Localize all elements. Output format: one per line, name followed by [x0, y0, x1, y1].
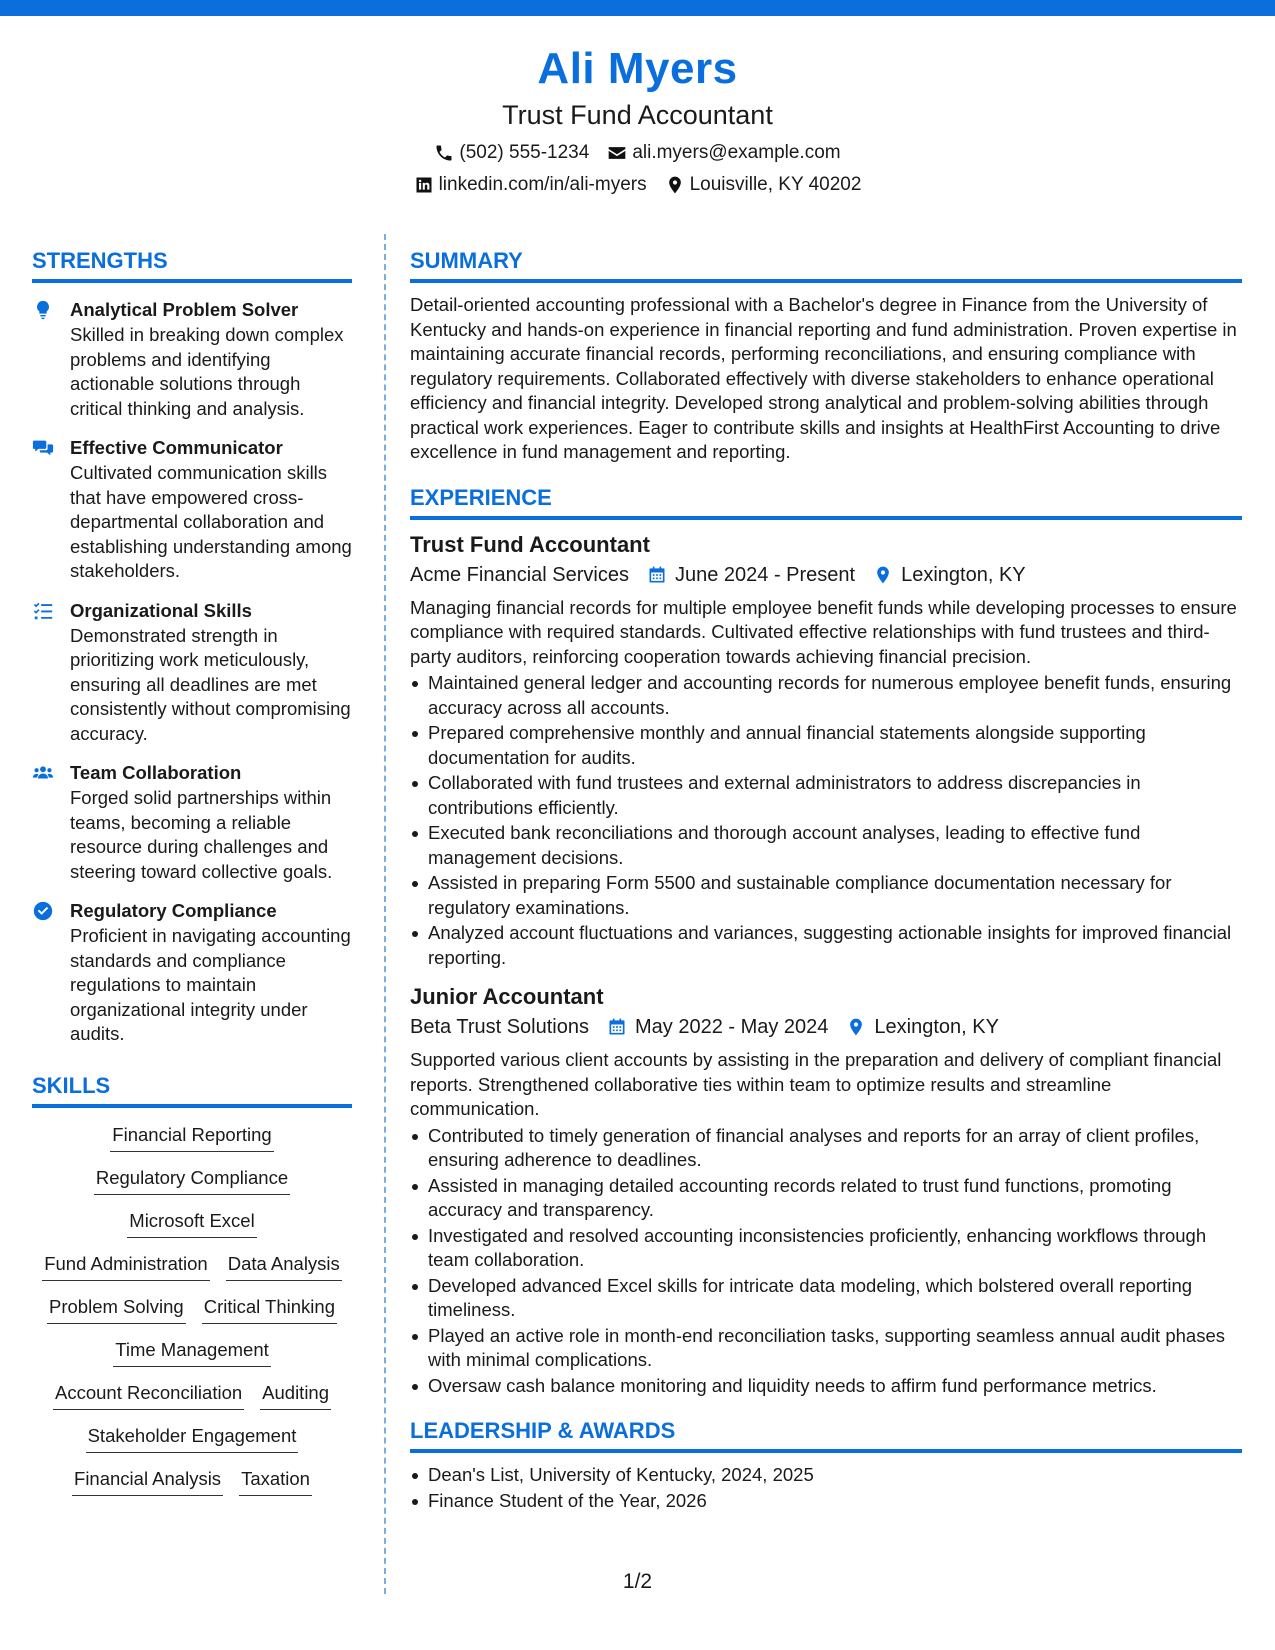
skill-tag: Microsoft Excel — [127, 1208, 256, 1238]
job-meta — [410, 560, 1242, 590]
email-text: ali.myers@example.com — [632, 142, 841, 163]
job-meta — [410, 1012, 1242, 1042]
job-bullets — [410, 1124, 1242, 1399]
strength-title: Effective Communicator — [70, 437, 283, 458]
linkedin-text: linkedin.com/in/ali-myers — [438, 174, 647, 195]
bullet-item: Oversaw cash balance monitoring and liquidity needs to affirm fund performance metrics. — [410, 1374, 1242, 1399]
bullet-item: Analyzed account fluctuations and variances, suggesting actionable insights for improved financial reporting. — [410, 921, 1242, 970]
skill-tag: Critical Thinking — [202, 1294, 337, 1324]
strengths-heading: STRENGTHS — [32, 246, 352, 283]
bullet-item: Prepared comprehensive monthly and annual financial statements alongside supporting documentation for audits. — [410, 721, 1242, 770]
contact-row-2 — [0, 172, 1275, 198]
bullet-item: Assisted in managing detailed accounting records related to trust fund functions, promoting accuracy and transparency. — [410, 1174, 1242, 1223]
leadership-list — [410, 1463, 1242, 1513]
list-check-icon — [32, 600, 54, 622]
strength-title: Regulatory Compliance — [70, 900, 277, 921]
job-entry — [410, 530, 1242, 971]
bullet-item: Contributed to timely generation of financial analyses and reports for an array of client profiles, ensuring adherence to deadlines. — [410, 1124, 1242, 1173]
bullet-item: Maintained general ledger and accounting records for numerous employee benefit funds, ensuring accuracy across all accounts. — [410, 671, 1242, 720]
bullet-item: Collaborated with fund trustees and external administrators to address discrepancies in contributions efficiently. — [410, 771, 1242, 820]
users-icon — [32, 762, 54, 784]
bullet-item: Played an active role in month-end reconciliation tasks, supporting seamless annual audit phases with minimal complications. — [410, 1324, 1242, 1373]
right-column — [410, 246, 1242, 1513]
strength-item — [32, 598, 352, 747]
summary-heading: SUMMARY — [410, 246, 1242, 283]
contact-location — [665, 172, 862, 198]
company-name: Beta Trust Solutions — [410, 1016, 589, 1038]
map-pin-icon — [873, 565, 893, 585]
contact-email[interactable] — [607, 140, 840, 166]
contact-linkedin[interactable] — [414, 172, 647, 198]
job-summary: Managing financial records for multiple employee benefit funds while developing processes to ensure compliance with required standards. Cultivated effective relationships with fund trustees and third-party auditors, reinforcing cooperation towards achieving financial precision. — [410, 596, 1237, 667]
dates-text: June 2024 - Present — [674, 563, 856, 586]
skill-tag: Financial Reporting — [110, 1122, 273, 1152]
comments-icon — [32, 437, 54, 459]
job-summary: Supported various client accounts by assisting in the preparation and delivery of compliant financial reports. Strengthened collaborative ties within team to optimize results and streamline communication. — [410, 1049, 1222, 1119]
award-item: Dean's List, University of Kentucky, 2024, 2025 — [410, 1463, 1242, 1488]
contact-phone — [434, 140, 589, 166]
job-entry — [410, 982, 1242, 1398]
check-circle-icon — [32, 900, 54, 922]
strength-desc: Skilled in breaking down complex problems and identifying actionable solutions through critical thinking and analysis. — [70, 324, 344, 419]
skill-tag: Auditing — [260, 1380, 331, 1410]
location-text: Lexington, KY — [901, 563, 1026, 586]
strength-item — [32, 760, 352, 884]
strength-desc: Proficient in navigating accounting standards and compliance regulations to maintain organizational integrity under audits. — [70, 925, 351, 1044]
phone-text: (502) 555-1234 — [459, 142, 590, 163]
job-location — [873, 560, 1026, 590]
strength-title: Analytical Problem Solver — [70, 299, 299, 320]
award-item: Finance Student of the Year, 2026 — [410, 1489, 1242, 1514]
envelope-icon — [607, 143, 627, 163]
strength-desc: Cultivated communication skills that have empowered cross-departmental collaboration and establishing understanding among stakeholders. — [70, 462, 352, 581]
candidate-name: Ali Myers — [537, 44, 738, 93]
left-column — [32, 246, 352, 1496]
skill-tag: Financial Analysis — [72, 1466, 223, 1496]
job-dates — [607, 1012, 828, 1042]
job-location — [846, 1012, 999, 1042]
location-text: Lexington, KY — [874, 1016, 999, 1038]
skill-tag: Time Management — [113, 1337, 271, 1367]
top-accent-bar — [0, 0, 1275, 16]
calendar-icon — [647, 565, 667, 585]
linkedin-icon — [414, 175, 434, 195]
dates-text: May 2022 - May 2024 — [634, 1016, 829, 1038]
skill-tag: Account Reconciliation — [53, 1380, 244, 1410]
map-pin-icon — [846, 1017, 866, 1037]
strength-title: Team Collaboration — [70, 762, 242, 783]
job-title: Trust Fund Accountant — [410, 531, 650, 557]
strength-item — [32, 297, 352, 421]
resume-header — [0, 40, 1275, 198]
job-company — [410, 1012, 589, 1042]
job-dates — [647, 560, 855, 590]
bullet-item: Investigated and resolved accounting inconsistencies proficiently, enhancing workflows through team collaboration. — [410, 1224, 1242, 1273]
column-divider — [384, 234, 386, 1594]
skill-tag: Fund Administration — [42, 1251, 210, 1281]
skill-tag: Data Analysis — [226, 1251, 342, 1281]
location-text: Louisville, KY 40202 — [689, 174, 862, 195]
company-name: Acme Financial Services — [410, 563, 629, 586]
strength-item — [32, 435, 352, 584]
skills-heading: SKILLS — [32, 1071, 352, 1108]
lightbulb-icon — [32, 299, 54, 321]
skill-tag: Problem Solving — [47, 1294, 186, 1324]
strength-desc: Forged solid partnerships within teams, becoming a reliable resource during challenges and steering toward collective goals. — [70, 787, 333, 882]
bullet-item: Developed advanced Excel skills for intricate data modeling, which bolstered overall reporting timeliness. — [410, 1274, 1242, 1323]
experience-heading: EXPERIENCE — [410, 483, 1242, 520]
bullet-item: Assisted in preparing Form 5500 and sustainable compliance documentation necessary for regulatory examinations. — [410, 871, 1242, 920]
map-pin-icon — [665, 175, 685, 195]
skill-tag: Stakeholder Engagement — [86, 1423, 299, 1453]
summary-text: Detail-oriented accounting professional with a Bachelor's degree in Finance from the University of Kentucky and hands-on experience in financial reporting and fund administration. Proven expertise in maintaining accurate financial records, performing reconciliations, and ensuring compliance with regulatory requirements. Collaborated effectively with diverse stakeholders to enhance operational efficiency and financial integrity. Developed strong analytical and problem-solving abilities through practical work experiences. Eager to contribute skills and insights at HealthFirst Accounting to drive excellence in fund management and reporting. — [410, 294, 1237, 462]
candidate-title: Trust Fund Accountant — [502, 100, 773, 130]
calendar-icon — [607, 1017, 627, 1037]
skill-tag: Taxation — [239, 1466, 312, 1496]
bullet-item: Executed bank reconciliations and thorough account analyses, leading to effective fund management decisions. — [410, 821, 1242, 870]
page-number: 1/2 — [622, 1570, 653, 1593]
contact-row-1 — [0, 140, 1275, 166]
strength-desc: Demonstrated strength in prioritizing work meticulously, ensuring all deadlines are met consistently without compromising accuracy. — [70, 624, 351, 744]
skills-list — [32, 1122, 352, 1496]
job-bullets — [410, 671, 1242, 970]
phone-icon — [434, 143, 454, 163]
leadership-heading: LEADERSHIP & AWARDS — [410, 1416, 1242, 1453]
job-title: Junior Accountant — [410, 984, 604, 1009]
skill-tag: Regulatory Compliance — [94, 1165, 290, 1195]
strength-title: Organizational Skills — [70, 599, 252, 621]
strength-item — [32, 898, 352, 1047]
job-company — [410, 560, 629, 590]
